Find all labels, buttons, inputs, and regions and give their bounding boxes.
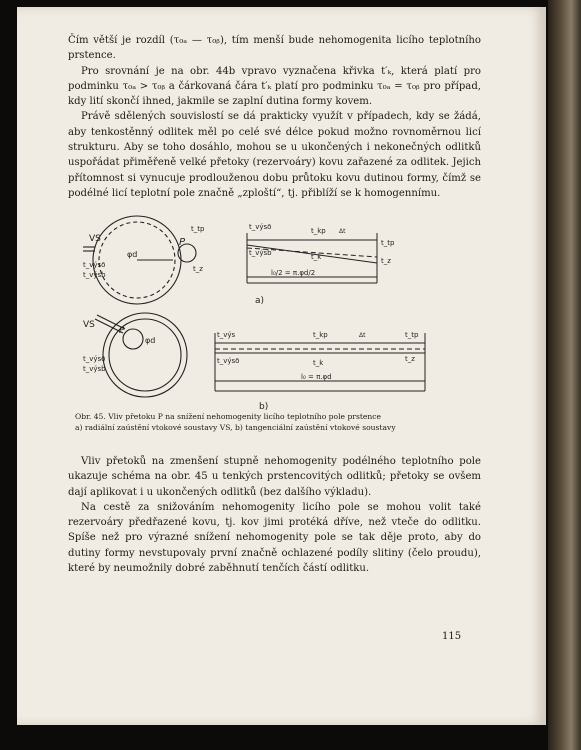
label-ttp-b: t_tp — [405, 331, 419, 339]
label-tvyso-b: t_výsō — [83, 355, 106, 363]
paragraph: Pro srovnání je na obr. 44b vpravo vyznačena křivka t′ₖ, která platí pro podminku τ₀ₐ > τ₀ᵦ a čárkovaná čára t′ₖ platí pro podminku τ₀ₐ = τ₀ᵦ pro případ, kdy lití skončí ihned, jakmile se zaplní dutina formy kovem. — [68, 65, 481, 108]
ring-a — [83, 216, 196, 304]
book-page — [17, 7, 546, 725]
page-number: 115 — [442, 631, 462, 642]
label-a: a) — [255, 296, 265, 306]
caption-line: a) radiální zaústění vtokové soustavy VS, b) tangenciální zaústění vtokové soustavy — [75, 423, 396, 432]
label-ttp: t_tp — [191, 225, 205, 233]
label-vs: VS — [89, 234, 101, 244]
label-vs-b: VS — [83, 320, 95, 330]
top-text — [68, 33, 481, 201]
label-tz-a: t_z — [381, 257, 391, 265]
label-delta-b: Δt — [359, 332, 366, 339]
label-phi-d-b: φd — [145, 336, 156, 345]
label-dim-a: l₀/2 = π.φd/2 — [271, 269, 316, 277]
label-tz: t_z — [193, 265, 203, 273]
figure-45 — [75, 215, 435, 414]
label-tvysb-a: t_výsb — [249, 249, 272, 257]
label-tk-b: t_k — [313, 359, 324, 367]
label-delta-a: Δt — [339, 228, 346, 235]
label-tkp-a: t_kp — [311, 227, 326, 235]
label-ttp-a: t_tp — [381, 239, 395, 247]
label-p-b: P — [119, 326, 125, 336]
label-tvysb: t_výsb — [83, 271, 106, 279]
bottom-text — [68, 454, 481, 576]
label-tvyso-b2: t_výsō — [217, 357, 240, 365]
paragraph: Právě sdělených souvislostí se dá prakticky využít v případech, kdy se žádá, aby tenkostěnný odlitek měl po celé své délce pokud možno rovnoměrnou licí strukturu. Aby se toho dosáhlo, mohou se u ukončených i nekonečných odlitků uspořádat přiměřeně velké přetoky (rezervoáry) kovu zařazené za odlitek. Jejich přítomnost si vynucuje prodlouženou dobu průtoku kovu dutinou formy, čímž se podélné licí teplotní pole značně „zploští“, tj. přiblíží se k homogennímu. — [68, 111, 481, 199]
label-tz-b: t_z — [405, 355, 415, 363]
figure-45-drawing — [75, 215, 435, 410]
paragraph: Vliv přetoků na zmenšení stupně nehomogenity podélného teplotního pole ukazuje schéma na obr. 45 u tenkých prstencovitých odlitků; přetoky se ovšem dají aplikovat i u ukončených odlitků (bez dalšího výkladu). — [68, 456, 481, 498]
book-spine — [548, 0, 581, 750]
label-b: b) — [259, 402, 269, 410]
ring-b — [95, 313, 187, 397]
paragraph: Čím větší je rozdíl (τ₀ₐ — τ₀ᵦ), tím menší bude nehomogenita licího teplotního prstence. — [68, 35, 481, 62]
paragraph: Na cestě za snižováním nehomogenity licího pole se mohou volit také rezervoáry předřazené kovu, tj. kov jimi protéká dříve, než vteče do odlitku. Spíše než pro výrazné snížení nehomogenity pole se tak děje proto, aby do dutiny formy nevstupovaly první značně ochlazené podíly slitiny (čelo proudu), které by neumožnily dobré zaběhnutí tenčích částí odlitku. — [68, 501, 481, 575]
caption-line: Obr. 45. Vliv přetoku P na snížení nehomogenity licího teplotního pole prstence — [75, 412, 382, 421]
label-tvyso-a: t_výsō — [249, 223, 272, 231]
label-tvys-b: t_výs — [217, 331, 236, 339]
label-tvysb-b: t_výsb — [83, 365, 106, 373]
label-tkp-b: t_kp — [313, 331, 328, 339]
label-dim-b: l₀ = π.φd — [301, 373, 332, 381]
figure-caption — [75, 411, 483, 433]
label-tk-a: t_k — [311, 253, 322, 261]
label-tvyso: t_výsō — [83, 261, 106, 269]
label-p: P — [179, 237, 186, 248]
label-phi-d: φd — [127, 250, 138, 259]
